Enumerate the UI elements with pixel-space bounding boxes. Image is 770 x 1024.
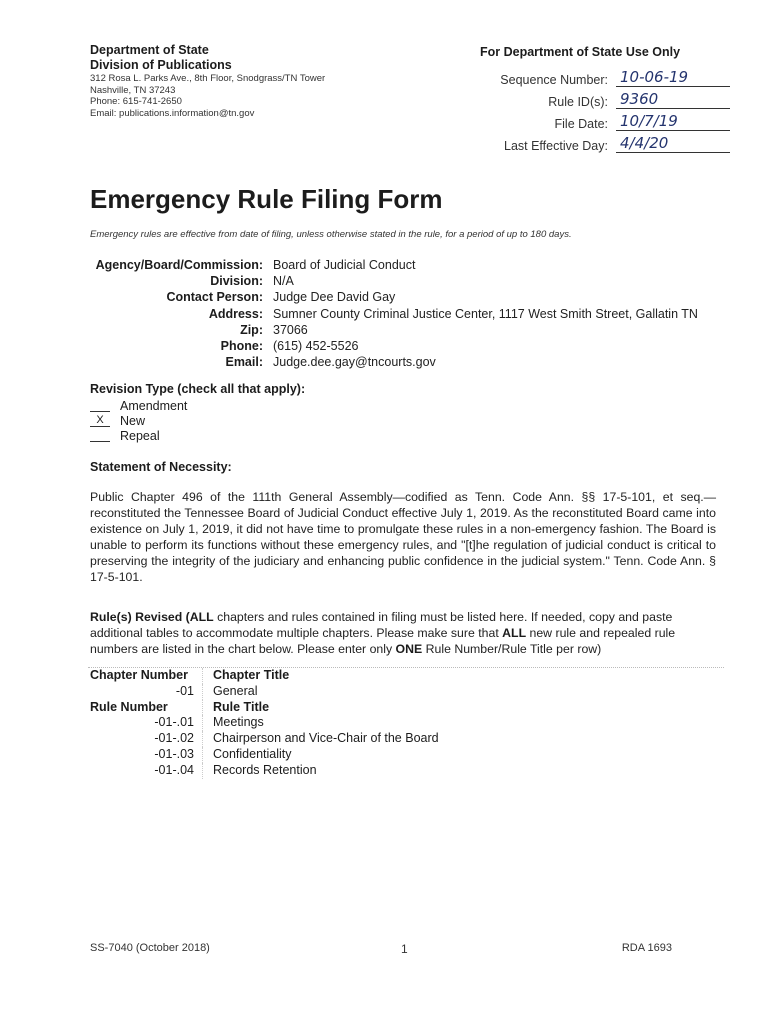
contact-row-agency <box>90 257 698 273</box>
last-effective-day-value: 4/4/20 <box>616 134 730 153</box>
email-value: Judge.dee.gay@tncourts.gov <box>273 355 436 370</box>
rule-number: -01-.04 <box>88 763 203 779</box>
contact-block <box>90 257 698 370</box>
repeal-label: Repeal <box>120 428 160 443</box>
new-checkbox[interactable]: X <box>90 414 110 427</box>
table-row <box>88 715 724 731</box>
chapter-title: General <box>213 683 258 698</box>
rule-id-row <box>480 87 730 109</box>
file-date-label: File Date: <box>554 117 608 131</box>
rules-revised-all: ALL <box>502 626 527 640</box>
revision-type-heading: Revision Type (check all that apply): <box>90 382 306 396</box>
form-id: SS-7040 (October 2018) <box>90 942 210 954</box>
sequence-number-value: 10-06-19 <box>616 68 730 87</box>
department-phone: Phone: 615-741-2650 <box>90 96 182 107</box>
revision-option-new <box>90 413 305 428</box>
department-name: Department of State <box>90 43 209 57</box>
rule-title: Meetings <box>213 715 264 730</box>
chapter-title-header: Chapter Title <box>213 668 290 682</box>
new-label: New <box>120 413 146 428</box>
page-number: 1 <box>401 942 408 956</box>
rule-header-row <box>88 700 724 716</box>
rule-title: Chairperson and Vice-Chair of the Board <box>213 731 439 746</box>
rule-id-value: 9360 <box>616 90 730 109</box>
rules-table <box>88 667 724 779</box>
office-use-title: For Department of State Use Only <box>480 45 681 59</box>
contact-row-address <box>90 306 698 322</box>
address-line-2: Nashville, TN 37243 <box>90 84 176 96</box>
revision-option-repeal <box>90 428 305 443</box>
rules-revised-part4: Rule Number/Rule Title per row) <box>422 642 602 656</box>
rule-number: -01-.02 <box>88 731 203 747</box>
zip-label: Zip: <box>240 322 263 337</box>
chapter-row <box>88 684 724 700</box>
chapter-header-row <box>88 668 724 684</box>
amendment-label: Amendment <box>120 398 188 413</box>
table-row <box>88 747 724 763</box>
sequence-number-row <box>480 65 730 87</box>
division-value: N/A <box>273 274 294 289</box>
rule-number: -01-.03 <box>88 747 203 763</box>
zip-value: 37066 <box>273 322 308 337</box>
address-value: Sumner County Criminal Justice Center, 1117 West Smith Street, Gallatin TN <box>273 306 698 321</box>
phone-label: Phone: <box>220 339 263 354</box>
phone-value: (615) 452-5526 <box>273 339 359 354</box>
file-date-row <box>480 109 730 131</box>
contact-person-label: Contact Person: <box>166 290 263 305</box>
table-row <box>88 763 724 779</box>
repeal-checkbox[interactable] <box>90 429 110 442</box>
contact-row-zip <box>90 322 698 338</box>
rule-number: -01-.01 <box>88 715 203 731</box>
rules-revised-part3: new rule and repealed rule numbers are listed in the chart below. Please enter only <box>90 626 676 656</box>
form-subtitle: Emergency rules are effective from date of filing, unless otherwise stated in the rule, for a period of up to 180 days. <box>90 229 572 240</box>
department-email: Email: publications.information@tn.gov <box>90 107 255 119</box>
rules-revised-part2: chapters and rules contained in filing must be listed here. If needed, copy and paste additional tables to accommodate multiple chapters. Please make sure that <box>90 610 673 640</box>
address-line-1: 312 Rosa L. Parks Ave., 8th Floor, Snodgrass/TN Tower <box>90 73 326 84</box>
email-label: Email: <box>225 355 263 370</box>
contact-row-person <box>90 289 698 305</box>
rules-revised-lead: Rule(s) Revised (ALL <box>90 610 214 624</box>
last-effective-day-row <box>480 131 730 153</box>
agency-value: Board of Judicial Conduct <box>273 258 416 273</box>
division-label: Division: <box>210 274 263 289</box>
rule-id-label: Rule ID(s): <box>548 95 608 109</box>
rules-revised-instructions <box>90 609 720 657</box>
amendment-checkbox[interactable] <box>90 399 110 412</box>
chapter-number: -01 <box>88 684 203 700</box>
agency-label: Agency/Board/Commission: <box>95 258 263 273</box>
contact-person-value: Judge Dee David Gay <box>273 290 396 305</box>
division-name: Division of Publications <box>90 58 232 72</box>
contact-row-email <box>90 354 698 370</box>
revision-option-amendment <box>90 398 305 413</box>
revision-type-block <box>90 382 305 443</box>
sequence-number-label: Sequence Number: <box>500 73 608 87</box>
department-block <box>90 43 450 119</box>
contact-row-phone <box>90 338 698 354</box>
rule-number-header: Rule Number <box>88 700 203 716</box>
file-date-value: 10/7/19 <box>616 112 730 131</box>
form-title: Emergency Rule Filing Form <box>90 184 443 214</box>
chapter-number-header: Chapter Number <box>88 668 203 684</box>
rule-title: Records Retention <box>213 762 317 777</box>
contact-row-division <box>90 273 698 289</box>
rule-title: Confidentiality <box>213 746 292 761</box>
table-row <box>88 731 724 747</box>
last-effective-day-label: Last Effective Day: <box>504 139 608 153</box>
address-label: Address: <box>208 306 263 321</box>
rule-title-header: Rule Title <box>213 699 270 714</box>
rda-number: RDA 1693 <box>621 942 672 954</box>
rules-revised-one: ONE <box>395 642 423 656</box>
necessity-text: Public Chapter 496 of the 111th General Assembly—codified as Tenn. Code Ann. §§ 17-5-101, et seq.—reconstituted the Tennessee Board of Judicial Conduct effective July 1, 2019. As the reconstituted Board came into existence on July 1, 2019, it did not have time to promulgate these rules in a non-emergency fashion. The Board is unable to perform its functions without these emergency rules, and "[t]he regulation of judicial conduct is critical to preserving the integrity of the judiciary and enhancing public confidence in the judicial system." Tenn. Code Ann. § 17-5-101. <box>90 490 716 584</box>
page-footer <box>90 942 672 954</box>
office-use-block <box>480 45 730 153</box>
necessity-heading: Statement of Necessity: <box>90 460 232 474</box>
